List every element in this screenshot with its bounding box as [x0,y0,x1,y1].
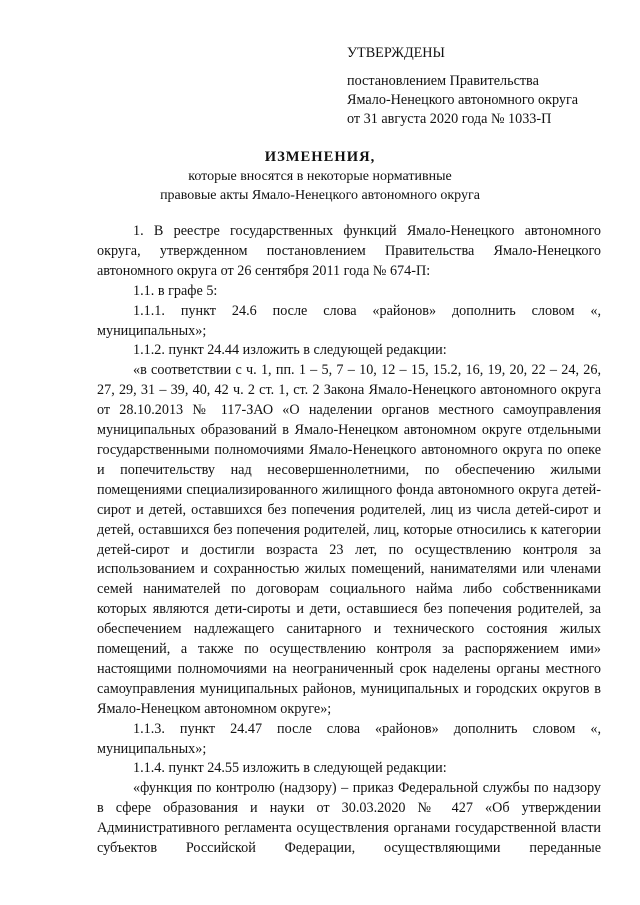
document-heading [0,148,640,205]
paragraph-1-1-4: 1.1.4. пункт 24.55 изложить в следующей редакции: [133,760,447,777]
heading-subtitle-line-1: которые вносятся в некоторые нормативные [188,169,452,184]
heading-title: ИЗМЕНЕНИЯ, [264,149,376,165]
paragraph-quote-24-55: «функция по контролю (надзору) – приказ Федеральной службы по надзору в сфере образования и науки от 30.03.2020 № 427 «Об утверждении Административного регламента осуществления органами государственной власти субъектов Российской Федерации, осуществляющими переданные [97,780,601,857]
paragraph-1-1-1: 1.1.1. пункт 24.6 после слова «районов» дополнить словом «, муниципальных»; [97,302,601,339]
document-body [97,222,601,859]
paragraph-1-1-3: 1.1.3. пункт 24.47 после слова «районов» дополнить словом «, муниципальных»; [97,720,601,757]
approval-line-2: Ямало-Ненецкого автономного округа [347,92,579,108]
approval-title: УТВЕРЖДЕНЫ [347,45,445,61]
approval-line-1: постановлением Правительства [347,73,539,89]
approval-line-3: от 31 августа 2020 года № 1033-П [347,111,552,127]
paragraph-1-1-2: 1.1.2. пункт 24.44 изложить в следующей редакции: [133,342,447,359]
paragraph-quote-24-44: «в соответствии с ч. 1, пп. 1 – 5, 7 – 10, 12 – 15, 15.2, 16, 19, 20, 22 – 24, 26, 27, 29, 31 – 39, 40, 42 ч. 2 ст. 1, ст. 2 Закона Ямало-Ненецкого автономного округа от 28.10.2013 № 117-ЗАО «О наделении органов местного самоуправления муниципальных образований в Ямало-Ненецком автономном округе отдельными государственными полномочиями Ямало-Ненецкого автономного округа по опеке и попечительству над несовершеннолетними, по обеспечению жилыми помещениями специализированного жилищного фонда автономного округа детей-сирот и детей, оставшихся без попечения родителей, лиц из числа детей-сирот и детей, оставшихся без попечения родителей, лиц, которые относились к категории детей-сирот и достигли возраста 23 лет, по осуществлению контроля за использованием и сохранностью жилых помещений, нанимателями или членами семей нанимателей по договорам социального найма либо собственниками которых являются дети-сироты и дети, оставшиеся без попечения родителей, за обеспечением надлежащего санитарного и технического состояния жилых помещений, а также по осуществлению контроля за распоряжением ими» настоящими полномочиями на неограниченный срок наделены органы местного самоуправления муниципальных районов, муниципальных и городских округов в Ямало-Ненецком автономном округе»; [97,362,601,717]
approval-block [347,44,578,129]
paragraph-1-1: 1.1. в графе 5: [133,282,218,299]
paragraph-1: 1. В реестре государственных функций Ямало-Ненецкого автономного округа, утвержденном постановлением Правительства Ямало-Ненецкого автономного округа от 26 сентября 2011 года № 674-П: [97,223,601,279]
heading-subtitle-line-2: правовые акты Ямало-Ненецкого автономного округа [160,188,480,203]
